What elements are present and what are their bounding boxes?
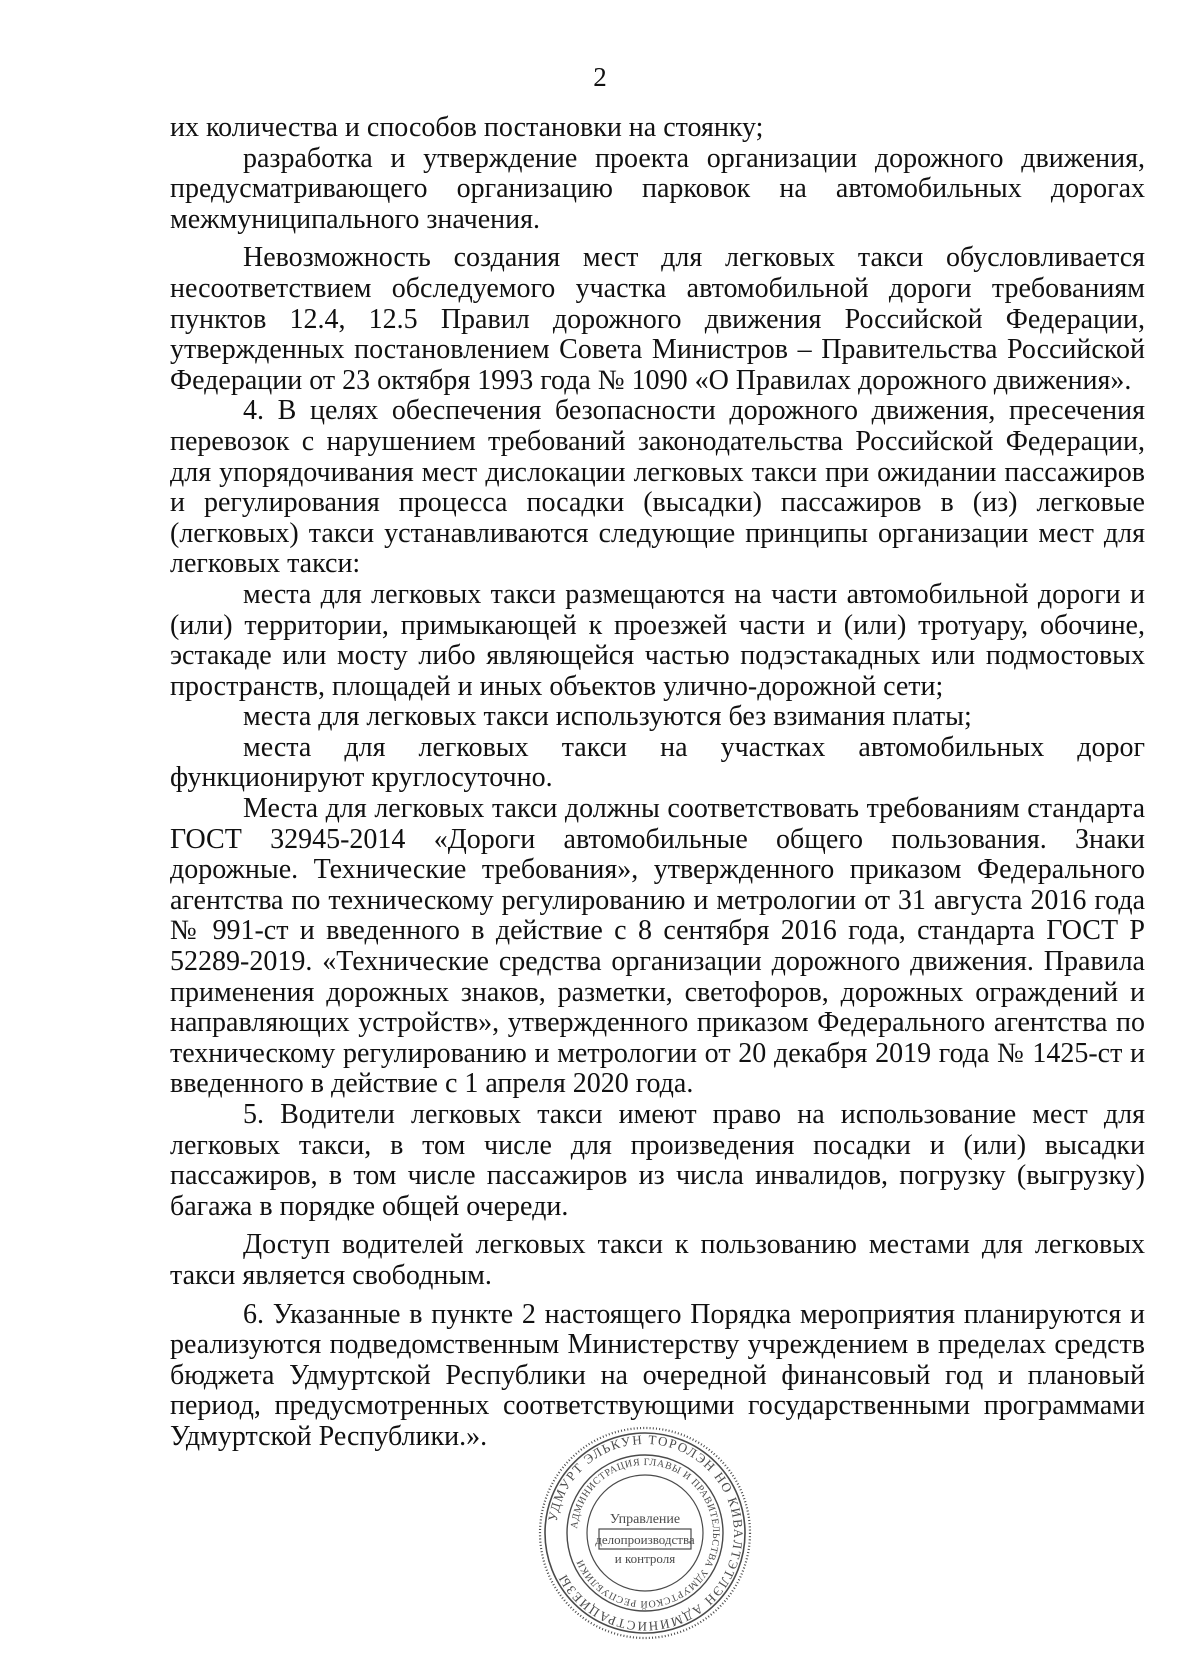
paragraph: места для легковых такси на участках автомобильных дорог функционируют круглосуточно. [170,731,1145,794]
seal-center-line-1: Управление [609,1512,681,1527]
paragraph: 5. Водители легковых такси имеют право на использование мест для легковых такси, в том числе для произведения посадки и (или) высадки пассажиров, в том числе пассажиров из числа инвалидов, погрузку (выгрузку) багажа в порядке общей очереди. [170,1099,1145,1222]
paragraph: места для легковых такси размещаются на части автомобильной дороги и (или) территории, примыкающей к проезжей части и (или) тротуару, обочине, эстакаде или мосту либо являющейся частью подэстакадных или подмостовых пространств, площадей и иных объектов улично-дорожной сети; [170,578,1145,702]
paragraph: 6. Указанные в пункте 2 настоящего Порядка мероприятия планируются и реализуются подведомственным Министерству учреждением в пределах средств бюджета Удмуртской Республики на очередной финансовый год и плановый период, предусмотренных соответствующими государственными программами Удмуртской Республики.». [170,1298,1145,1452]
paragraph: разработка и утверждение проекта организации дорожного движения, предусматривающего организацию парковок на автомобильных дорогах межмуниципального значения. [170,142,1145,235]
paragraph: их количества и способов постановки на стоянку; [170,112,764,143]
seal-center-line-3: и контроля [614,1551,676,1566]
paragraph: Места для легковых такси должны соответствовать требованиям стандарта ГОСТ 32945-2014 «Дороги автомобильные общего пользования. Знаки дорожные. Технические требования», утвержденного приказом Федерального агентства по техническому регулированию и метрологии от 31 августа 2016 года № 991-ст и введенного в действие с 8 сентября 2016 года, стандарта ГОСТ Р 52289-2019. «Технические средства организации дорожного движения. Правила применения дорожных знаков, разметки, светофоров, дорожных ограждений и направляющих устройств», утвержденного приказом Федерального агентства по техническому регулированию и метрологии от 20 декабря 2019 года № 1425-ст и введенного в действие с 1 апреля 2020 года. [170,793,1145,1100]
paragraph: места для легковых такси используются без взимания платы; [243,701,972,733]
paragraph: Доступ водителей легковых такси к пользованию местами для легковых такси является свободным. [170,1229,1145,1291]
seal-graphic [537,1425,753,1641]
paragraph: 4. В целях обеспечения безопасности дорожного движения, пресечения перевозок с нарушением требований законодательства Российской Федерации, для упорядочивания мест дислокации легковых такси при ожидании пассажиров и регулирования процесса посадки (высадки) пассажиров в (из) легковые (легковых) такси устанавливаются следующие принципы организации мест для легковых такси: [170,395,1145,580]
page-number: 2 [593,62,607,92]
seal-outer-text: УДМУРТ ЭЛЬКУН ТОРОЛЭН НО КИВАЛТЭТЛЭН АДМИНИСТРАЦИЕЗЫ [544,1431,747,1635]
seal-center-line-2: делопроизводства [595,1532,695,1547]
document-body [170,113,1145,1453]
seal-inner-text: АДМИНИСТРАЦИЯ ГЛАВЫ И ПРАВИТЕЛЬСТВА УДМУРТСКОЙ РЕСПУБЛИКИ [569,1456,722,1610]
official-seal [537,1425,753,1641]
paragraph: Невозможность создания мест для легковых такси обусловливается несоответствием обследуемого участка автомобильной дороги требованиям пунктов 12.4, 12.5 Правил дорожного движения Российской Федерации, утвержденных постановлением Совета Министров – Правительства Российской Федерации от 23 октября 1993 года № 1090 «О Правилах дорожного движения». [170,242,1145,396]
